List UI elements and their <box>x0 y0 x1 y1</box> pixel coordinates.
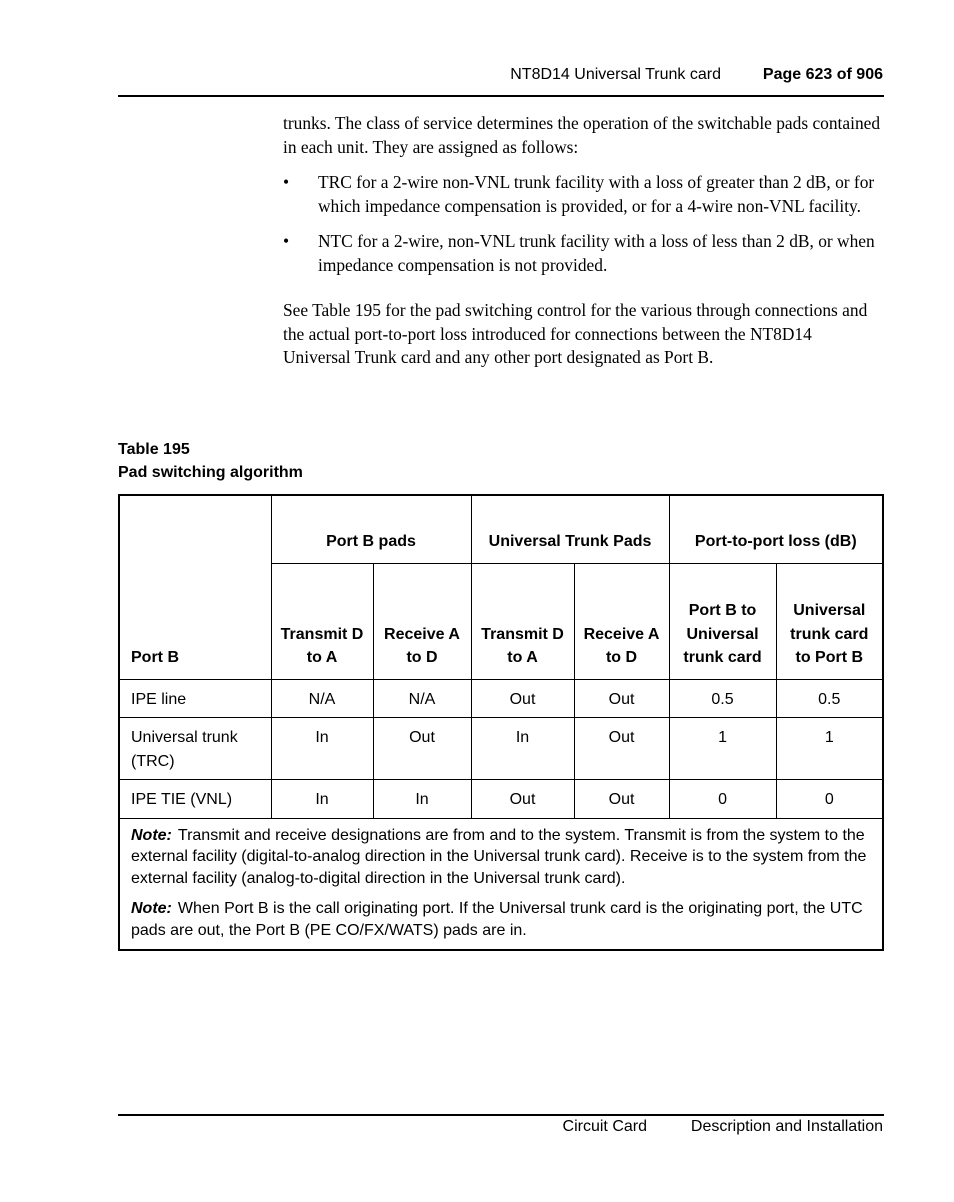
table-number: Table 195 <box>118 441 190 458</box>
cell-pb-receive: N/A <box>373 679 471 718</box>
table-notes <box>119 818 883 950</box>
page-number: Page 623 of 906 <box>762 66 883 83</box>
table-title: Pad switching algorithm <box>118 464 303 481</box>
group-header-universal-trunk-pads: Universal Trunk Pads <box>471 495 669 563</box>
table-row <box>119 780 883 819</box>
col-header-pb-transmit: Transmit D to A <box>271 563 373 679</box>
group-header-port-b-pads: Port B pads <box>271 495 471 563</box>
see-table-paragraph: See Table 195 for the pad switching control for the various through connections and the actual port-to-port loss introduced for connections between the NT8D14 Universal Trunk card and any other port designated as Port B. <box>283 300 868 367</box>
bullet-text: TRC for a 2-wire non-VNL trunk facility with a loss of greater than 2 dB, or for which impedance compensation is provided, or for a 4-wire non-VNL facility. <box>318 172 875 216</box>
pad-switching-table <box>118 494 884 951</box>
cell-ut-receive: Out <box>574 718 669 780</box>
cell-ut-receive: Out <box>574 679 669 718</box>
cell-ut-transmit: Out <box>471 780 574 819</box>
bullet-item <box>283 171 883 218</box>
table-caption <box>118 438 303 484</box>
bullet-item <box>283 230 883 277</box>
cell-loss-b-to-ut: 1 <box>669 718 776 780</box>
cell-pb-receive: Out <box>373 718 471 780</box>
cell-pb-receive: In <box>373 780 471 819</box>
document-title: NT8D14 Universal Trunk card <box>510 66 721 83</box>
cell-port-b: Universal trunk (TRC) <box>119 718 271 780</box>
table-row <box>119 679 883 718</box>
cell-loss-b-to-ut: 0.5 <box>669 679 776 718</box>
footer-right: Description and Installation <box>690 1118 883 1135</box>
group-header-port-to-port-loss: Port-to-port loss (dB) <box>669 495 883 563</box>
cell-ut-receive: Out <box>574 780 669 819</box>
note-label: Note: <box>131 826 172 844</box>
col-header-loss-b-to-ut: Port B to Universal trunk card <box>669 563 776 679</box>
page-header <box>118 66 883 86</box>
cell-loss-ut-to-b: 1 <box>776 718 883 780</box>
note-2 <box>131 898 871 941</box>
bullet-icon: • <box>283 231 290 251</box>
col-header-loss-ut-to-b: Universal trunk card to Port B <box>776 563 883 679</box>
cell-pb-transmit: N/A <box>271 679 373 718</box>
footer-rule <box>118 1114 884 1116</box>
note-1 <box>131 825 871 890</box>
cell-loss-b-to-ut: 0 <box>669 780 776 819</box>
note-text: When Port B is the call originating port. If the Universal trunk card is the originating port, the UTC pads are out, the Port B (PE CO/FX/WATS) pads are in. <box>131 900 863 939</box>
body-text <box>283 112 883 370</box>
intro-paragraph: trunks. The class of service determines the operation of the switchable pads contained in each unit. They are assigned as follows: <box>283 113 881 157</box>
cell-ut-transmit: Out <box>471 679 574 718</box>
cell-port-b: IPE line <box>119 679 271 718</box>
table-row <box>119 718 883 780</box>
cell-port-b: IPE TIE (VNL) <box>119 780 271 819</box>
note-label: Note: <box>131 900 172 917</box>
notes-row <box>119 818 883 950</box>
cell-ut-transmit: In <box>471 718 574 780</box>
cell-pb-transmit: In <box>271 718 373 780</box>
col-header-ut-transmit: Transmit D to A <box>471 563 574 679</box>
header-rule <box>118 95 884 97</box>
bullet-icon: • <box>283 172 290 192</box>
col-header-port-b: Port B <box>119 495 271 679</box>
footer-left: Circuit Card <box>562 1118 647 1135</box>
cell-pb-transmit: In <box>271 780 373 819</box>
bullet-text: NTC for a 2-wire, non-VNL trunk facility with a loss of less than 2 dB, or when impedance compensation is not provided. <box>318 231 875 275</box>
page-footer <box>118 1118 883 1140</box>
note-text: Transmit and receive designations are from and to the system. Transmit is from the system to the external facility (digital-to-analog direction in the Universal trunk card). Receive is to the system from the external facility (analog-to-digital direction in the Universal trunk card). <box>131 826 867 887</box>
col-header-pb-receive: Receive A to D <box>373 563 471 679</box>
col-header-ut-receive: Receive A to D <box>574 563 669 679</box>
cell-loss-ut-to-b: 0 <box>776 780 883 819</box>
cell-loss-ut-to-b: 0.5 <box>776 679 883 718</box>
